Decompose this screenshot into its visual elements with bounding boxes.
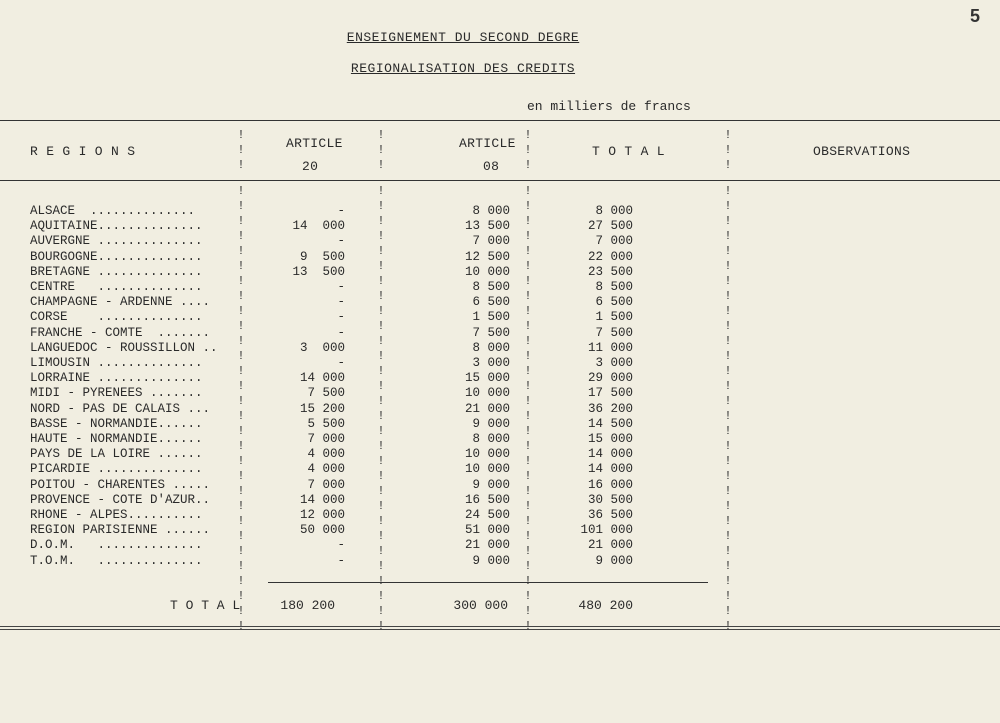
header-regions: R E G I O N S xyxy=(30,144,136,159)
header-article20-line1: ARTICLE xyxy=(286,136,343,151)
row-article08: 9 000 xyxy=(472,477,510,492)
row-total: 1 500 xyxy=(595,310,633,325)
row-total: 16 000 xyxy=(587,477,633,492)
row-article20: 3 000 xyxy=(299,340,345,355)
row-total: 14 000 xyxy=(587,447,633,462)
row-region: REGION PARISIENNE ...... xyxy=(30,523,211,538)
row-total: 36 500 xyxy=(587,508,633,522)
row-article20: 9 500 xyxy=(299,249,345,264)
row-article08: 1 500 xyxy=(472,310,510,325)
row-region: CHAMPAGNE - ARDENNE .... xyxy=(30,295,211,310)
row-total: 7 500 xyxy=(595,325,633,340)
row-region: FRANCHE - COMTE ....... xyxy=(30,325,211,340)
row-article20: 4 000 xyxy=(307,447,345,462)
unit-note: en milliers de francs xyxy=(527,99,691,114)
row-article20: 7 000 xyxy=(307,477,345,492)
row-total: 3 000 xyxy=(595,356,633,370)
row-article20: 13 500 xyxy=(292,264,345,279)
row-article20: 14 000 xyxy=(299,492,345,507)
header-article08-line2: 08 xyxy=(483,159,500,174)
row-region: NORD - PAS DE CALAIS ... xyxy=(30,401,211,416)
row-article20: 14 000 xyxy=(292,219,345,234)
row-article08: 15 000 xyxy=(464,371,510,386)
row-article20: 5 500 xyxy=(307,416,345,431)
row-article08: 9 000 xyxy=(472,416,510,431)
row-total: 22 000 xyxy=(587,249,633,264)
row-total: 29 000 xyxy=(587,371,633,386)
row-article20: - xyxy=(337,538,345,553)
row-region: PICARDIE .............. xyxy=(30,462,203,477)
row-article08: 10 000 xyxy=(464,447,510,462)
row-region: CENTRE .............. xyxy=(30,280,203,294)
row-total: 17 500 xyxy=(587,386,633,401)
row-total: 9 000 xyxy=(595,553,633,568)
row-region: LANGUEDOC - ROUSSILLON .. xyxy=(30,340,218,355)
row-article08: 10 000 xyxy=(464,386,510,401)
total-article20: 180 200 xyxy=(280,598,335,613)
row-region: ALSACE .............. xyxy=(30,204,196,218)
row-total: 27 500 xyxy=(587,219,633,234)
row-article08: 8 000 xyxy=(472,432,510,446)
row-article08: 12 500 xyxy=(464,249,510,264)
row-total: 14 000 xyxy=(587,462,633,477)
header-bottom-rule xyxy=(0,180,1000,181)
row-article08: 24 500 xyxy=(464,508,510,522)
row-article20: 4 000 xyxy=(307,462,345,477)
row-article08: 7 500 xyxy=(472,325,510,340)
row-article08: 7 000 xyxy=(472,234,510,249)
row-article20: 7 500 xyxy=(307,386,345,401)
row-article20: - xyxy=(337,310,345,325)
row-total: 101 000 xyxy=(580,523,633,538)
row-total: 15 000 xyxy=(587,432,633,446)
row-article08: 9 000 xyxy=(472,553,510,568)
row-article20: - xyxy=(337,204,345,218)
row-article08: 8 500 xyxy=(472,280,510,294)
header-top-rule xyxy=(0,120,1000,121)
row-article20: 7 000 xyxy=(307,432,345,446)
column-separator-3: ! ! ! xyxy=(524,128,532,172)
row-article08: 6 500 xyxy=(472,295,510,310)
row-region: LIMOUSIN .............. xyxy=(30,356,203,370)
body-separator-2: ! ! ! ! ! ! ! ! ! ! ! ! ! ! ! ! ! ! ! ! ! ! ! ! ! ! ! ! ! ! xyxy=(377,184,385,633)
body-separator-3: ! ! ! ! ! ! ! ! ! ! ! ! ! ! ! ! ! ! ! ! ! ! ! ! ! ! ! ! ! ! xyxy=(524,184,532,633)
total-total: 480 200 xyxy=(578,598,633,613)
row-region: POITOU - CHARENTES ..... xyxy=(30,477,211,492)
row-article20: - xyxy=(337,325,345,340)
column-separator-4: ! ! ! xyxy=(724,128,732,172)
row-total: 7 000 xyxy=(595,234,633,249)
row-region: T.O.M. .............. xyxy=(30,553,203,568)
row-total: 8 000 xyxy=(595,204,633,218)
row-region: BOURGOGNE.............. xyxy=(30,249,203,264)
row-article08: 10 000 xyxy=(464,264,510,279)
header-observations: OBSERVATIONS xyxy=(813,144,911,159)
header-article08-line1: ARTICLE xyxy=(459,136,516,151)
row-region: PAYS DE LA LOIRE ...... xyxy=(30,447,203,462)
row-region: CORSE .............. xyxy=(30,310,203,325)
row-region: LORRAINE .............. xyxy=(30,371,203,386)
row-article20: - xyxy=(337,356,345,370)
bottom-double-rule xyxy=(0,626,1000,630)
document-subtitle: REGIONALISATION DES CREDITS xyxy=(350,61,576,76)
row-total: 11 000 xyxy=(587,340,633,355)
row-total: 21 000 xyxy=(587,538,633,553)
column-separator-2: ! ! ! xyxy=(377,128,385,172)
row-region: MIDI - PYRENEES ....... xyxy=(30,386,203,401)
row-region: RHONE - ALPES.......... xyxy=(30,508,203,522)
row-region: AUVERGNE .............. xyxy=(30,234,203,249)
row-article08: 10 000 xyxy=(464,462,510,477)
row-article08: 8 000 xyxy=(472,340,510,355)
row-region: HAUTE - NORMANDIE...... xyxy=(30,432,203,446)
row-article08: 51 000 xyxy=(464,523,510,538)
total-article08: 300 000 xyxy=(453,598,508,613)
row-article20: - xyxy=(337,234,345,249)
row-region: PROVENCE - COTE D'AZUR.. xyxy=(30,492,211,507)
row-region: D.O.M. .............. xyxy=(30,538,203,553)
row-total: 30 500 xyxy=(587,492,633,507)
row-total: 8 500 xyxy=(595,280,633,294)
body-separator-1: ! ! ! ! ! ! ! ! ! ! ! ! ! ! ! ! ! ! ! ! ! ! ! ! ! ! ! ! ! ! xyxy=(237,184,245,633)
row-article20: - xyxy=(337,553,345,568)
row-article08: 16 500 xyxy=(464,492,510,507)
row-total: 6 500 xyxy=(595,295,633,310)
column-separator-1: ! ! ! xyxy=(237,128,245,172)
row-region: BASSE - NORMANDIE...... xyxy=(30,416,203,431)
row-article08: 13 500 xyxy=(464,219,510,234)
row-region: AQUITAINE.............. xyxy=(30,219,203,234)
total-rule xyxy=(268,582,708,583)
document-title: ENSEIGNEMENT DU SECOND DEGRE xyxy=(346,30,580,45)
row-region: BRETAGNE .............. xyxy=(30,264,203,279)
row-article20: - xyxy=(337,280,345,294)
row-article08: 21 000 xyxy=(464,401,510,416)
body-separator-4: ! ! ! ! ! ! ! ! ! ! ! ! ! ! ! ! ! ! ! ! ! ! ! ! ! ! ! ! ! ! xyxy=(724,184,732,633)
header-total: T O T A L xyxy=(592,144,665,159)
row-total: 14 500 xyxy=(587,416,633,431)
row-total: 23 500 xyxy=(587,264,633,279)
row-article20: 50 000 xyxy=(299,523,345,538)
total-label: T O T A L xyxy=(170,598,241,613)
row-article08: 3 000 xyxy=(472,356,510,370)
row-article20: 14 000 xyxy=(299,371,345,386)
row-total: 36 200 xyxy=(587,401,633,416)
row-article20: - xyxy=(337,295,345,310)
header-article20-line2: 20 xyxy=(302,159,319,174)
row-article20: 15 200 xyxy=(299,401,345,416)
page-number: 5 xyxy=(969,6,980,26)
row-article08: 21 000 xyxy=(464,538,510,553)
row-article08: 8 000 xyxy=(472,204,510,218)
row-article20: 12 000 xyxy=(299,508,345,522)
